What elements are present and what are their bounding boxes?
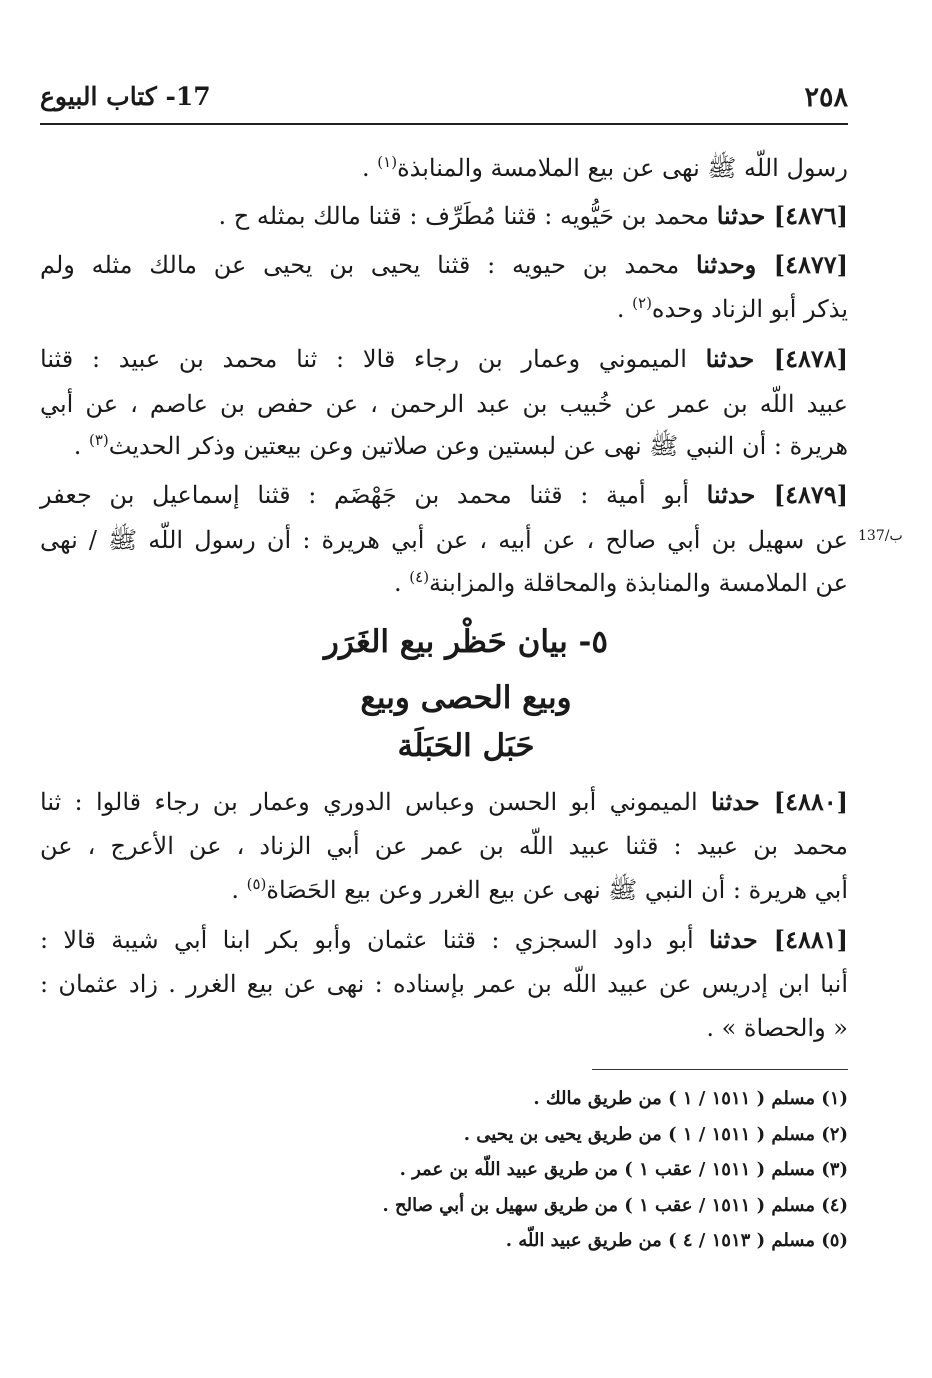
text-line: هريرة : أن النبي ﷺ نهى عن لبستين وعن صلاتين وعن بيعتين وذكر الحديث$^{(٣)}$ . (73, 431, 848, 460)
section-heading-line-2: وبيع الحصى وبيع (360, 680, 572, 716)
text-line: « والحصاة » . (706, 1014, 848, 1042)
text-line: عبيد اللّه بن عمر عن خُبيب بن عبد الرحمن ، عن حفص بن عاصم ، عن أبي (40, 390, 848, 418)
text-line: عن سهيل بن أبي صالح ، عن أبيه ، عن أبي هريرة : أن رسول اللّه ﷺ / نهى (40, 526, 848, 554)
text-line: محمد بن عبيد : قثنا عبيد اللّه بن عمر عن أبي الزناد ، عن الأعرج ، عن (40, 832, 848, 860)
hadith-number: [٤٨٧٦] (773, 201, 848, 230)
section-heading-line-3: حَبَل الحَبَلَة (397, 728, 535, 764)
header-rule (40, 123, 848, 125)
footnote-5: (٥) مسلم ( ١٥١٣ / ٤ ) من طريق عبيد اللّه . (505, 1230, 848, 1251)
hadith-4877: [٤٨٧٧] وحدثنا محمد بن حيويه : قثنا يحيى بن يحيى عن مالك مثله ولم (40, 250, 848, 279)
hadith-4881: [٤٨٨١] حدثنا أبو داود السجزي : قثنا عثمان وأبو بكر ابنا أبي شيبة قالا : (40, 925, 848, 954)
footnote-ref: (٢) (632, 294, 652, 312)
text-line: أنبا ابن إدريس عن عبيد اللّه بن عمر بإسناده : نهى عن بيع الغرر . زاد عثمان : (40, 970, 848, 998)
text-line: يذكر أبو الزناد وحده$^{(٢)}$ . (616, 294, 848, 323)
page-number: ٢٥٨ (804, 82, 848, 113)
hadith-number: [٤٨٧٩] (773, 480, 848, 509)
footnote-3: (٣) مسلم ( ١٥١١ / عقب ١ ) من طريق عبيد اللّه بن عمر . (399, 1159, 848, 1180)
footnote-1: (١) مسلم ( ١٥١١ / ١ ) من طريق مالك . (533, 1088, 848, 1109)
hadith-number: [٤٨٨٠] (773, 787, 848, 816)
hadith-4879: [٤٨٧٩] حدثنا أبو أمية : قثنا محمد بن جَهْضَم : قثنا إسماعيل بن جعفر (40, 480, 848, 509)
text-line: أبي هريرة : أن النبي ﷺ نهى عن بيع الغرر وعن بيع الحَصَاة$^{(٥)}$ . (231, 875, 848, 904)
text-line-1: رسول اللّه ﷺ نهى عن بيع الملامسة والمنابذة$^{(١)}$ . (362, 153, 848, 182)
hadith-number: [٤٨٨١] (773, 925, 848, 954)
hadith-4876: [٤٨٧٦] حدثنا محمد بن حَيُّويه : قثنا مُطَرِّف : قثنا مالك بمثله ح . (218, 201, 848, 230)
footnote-ref: (٤) (409, 568, 430, 586)
footnote-2: (٢) مسلم ( ١٥١١ / ١ ) من طريق يحيى بن يحيى . (463, 1124, 848, 1145)
footnote-ref: (١) (377, 153, 398, 171)
chapter-title: 17- كتاب البيوع (40, 82, 211, 111)
page-header (40, 78, 848, 118)
hadith-number: [٤٨٧٨] (773, 344, 848, 373)
footnote-4: (٤) مسلم ( ١٥١١ / عقب ١ ) من طريق سهيل بن أبي صالح . (382, 1195, 848, 1216)
hadith-4878: [٤٨٧٨] حدثنا الميموني وعمار بن رجاء قالا : ثنا محمد بن عبيد : قثنا (40, 344, 848, 373)
footnote-ref: (٥) (246, 875, 267, 893)
footnote-ref: (٣) (88, 431, 109, 449)
hadith-4880: [٤٨٨٠] حدثنا الميموني أبو الحسن وعباس الدوري وعمار بن رجاء قالوا : ثنا (40, 787, 848, 816)
footnote-rule (592, 1069, 848, 1070)
text-line: عن الملامسة والمنابذة والمحاقلة والمزابنة$^{(٤)}$ . (394, 568, 848, 597)
section-heading-line-1: ٥- بيان حَظْر بيع الغَرَر (323, 624, 609, 660)
hadith-number: [٤٨٧٧] (773, 250, 848, 279)
margin-folio-note: 137/ب (858, 528, 903, 544)
